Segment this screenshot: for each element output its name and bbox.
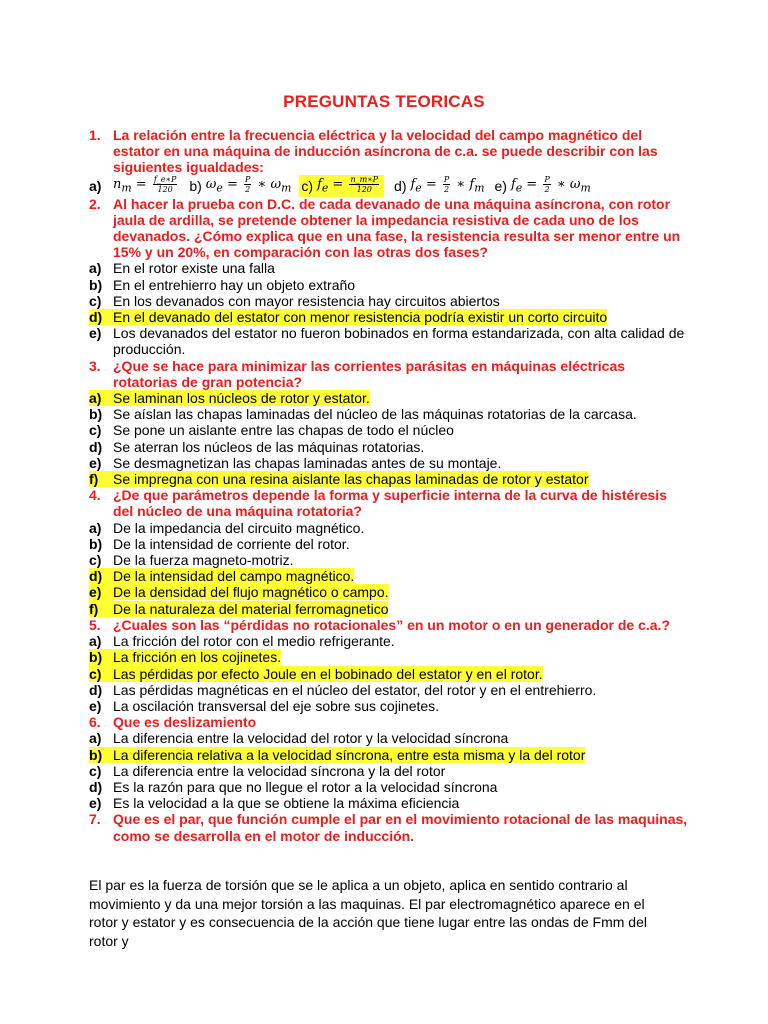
option-letter: e)	[89, 584, 113, 600]
option-letter: c)	[89, 292, 102, 309]
option-letter: d)	[89, 309, 113, 325]
question-number: 6.	[89, 714, 101, 731]
option-text: Se impregna con una resina aislante las chapas laminadas de rotor y estator	[113, 471, 589, 488]
option-letter: a)	[89, 519, 102, 536]
question-number: 3.	[89, 357, 101, 374]
option-letter: f)	[89, 601, 113, 617]
option-letter: b)	[89, 276, 103, 293]
option-text: De la fuerza magneto-motriz.	[113, 552, 294, 569]
question-text: ¿Cuales son las “pérdidas no rotacionales” en un motor o en un generador de c.a.?	[113, 616, 670, 633]
option-item-highlighted	[89, 649, 689, 665]
option-letter: a)	[89, 633, 102, 650]
option-text: Es la velocidad a la que se obtiene la máxima eficiencia	[113, 795, 460, 812]
option-text: La oscilación transversal del eje sobre sus cojinetes.	[113, 697, 440, 714]
option-item-highlighted	[89, 309, 689, 325]
option-text: De la naturaleza del material ferromagnetico	[113, 600, 389, 617]
option-text: Es la razón para que no llegue el rotor a la velocidad síncrona	[113, 778, 498, 795]
question-text: ¿Que se hace para minimizar las corrientes parásitas en máquinas eléctricas rotatorias de gran potencia?	[113, 357, 626, 390]
option-item	[89, 293, 689, 309]
option-letter: c)	[89, 666, 113, 682]
question-number: 1.	[89, 127, 101, 143]
option-text: De la intensidad del campo magnético.	[113, 568, 355, 585]
option-item	[89, 277, 689, 293]
option-item	[89, 633, 689, 649]
option-text: Las pérdidas magnéticas en el núcleo del estator, del rotor y en el entrehierro.	[113, 681, 597, 698]
question-list	[89, 127, 689, 844]
option-letter: e)	[89, 697, 102, 714]
option-text: De la impedancia del circuito magnético.	[113, 519, 365, 536]
option-item-highlighted	[89, 666, 689, 682]
formula-d: $f_e$ = $\frac{P}{2}$ ∗ $f_m$	[410, 174, 485, 195]
option-letter: e)	[89, 795, 102, 812]
question-number: 7.	[89, 811, 101, 828]
option-text: En el entrehierro hay un objeto extraño	[113, 276, 356, 293]
page-title: PREGUNTAS TEORICAS	[283, 92, 485, 111]
option-letter: e)	[89, 325, 102, 342]
option-text: Se laminan los núcleos de rotor y estator.	[113, 390, 370, 407]
option-letter: f)	[89, 471, 113, 487]
option-letter: a)	[89, 390, 113, 406]
question-1	[89, 127, 689, 176]
option-letter: d)	[394, 177, 407, 194]
option-text: La diferencia entre la velocidad síncrona y la del rotor	[113, 762, 446, 779]
formula-c-highlight	[299, 175, 384, 197]
question-text: Que es deslizamiento	[113, 714, 257, 731]
question-text: Al hacer la prueba con D.C. de cada devanado de una máquina asíncrona, con rotor jaula de ardilla, se pretende obtener la impedancia resistiva de cada uno de los devanados. ¿Cómo explica que en una fase, la resistencia resulta ser menor entre un 15% y un 20%, en comparación con las otras dos fases?	[113, 195, 681, 261]
option-text: Se desmagnetizan las chapas laminadas antes de su montaje.	[113, 454, 502, 471]
option-item	[89, 406, 689, 422]
question-text: La relación entre la frecuencia eléctrica y la velocidad del campo magnético del estator en una máquina de inducción asíncrona de c.a. se puede describir con las siguientes igualdades:	[113, 127, 658, 176]
question-text: ¿De que parámetros depende la forma y superficie interna de la curva de histéresis del núcleo de una máquina rotatoria?	[113, 487, 667, 520]
option-item-highlighted	[89, 584, 689, 600]
option-letter: c)	[89, 762, 102, 779]
option-item-highlighted	[89, 390, 689, 406]
option-letter: b)	[89, 406, 103, 423]
option-item	[89, 795, 689, 811]
option-text: Las pérdidas por efecto Joule en el bobinado del estator y en el rotor.	[113, 665, 543, 682]
option-letter: c)	[301, 177, 314, 194]
option-letter: a)	[89, 177, 102, 194]
question-number: 2.	[89, 195, 101, 212]
option-item	[89, 730, 689, 746]
option-item	[89, 455, 689, 471]
option-text: La fricción en los cojinetes.	[113, 649, 282, 666]
option-letter: d)	[89, 568, 113, 584]
option-letter: b)	[89, 649, 113, 665]
question-7	[89, 811, 689, 843]
option-letter: a)	[89, 260, 102, 277]
option-letter: c)	[89, 422, 102, 439]
answer-paragraph: El par es la fuerza de torsión que se le aplica a un objeto, aplica en sentido contrario al movimiento y da una mejor torsión a las maquinas. El par electromagnético aparece en el rotor y estator y es consecuencia de la acción que tiene lugar entre las ondas de Fmm del rotor y	[89, 877, 647, 949]
option-text: Se aterran los núcleos de las máquinas rotatorias.	[113, 438, 425, 455]
option-item	[89, 698, 689, 714]
formula-line	[89, 176, 689, 196]
formula-e: $f_e$ = $\frac{P}{2}$ ∗ $\omega_m$	[510, 174, 591, 195]
option-text: La diferencia entre la velocidad del rotor y la velocidad síncrona	[113, 730, 509, 747]
option-item	[89, 536, 689, 552]
option-item-highlighted	[89, 568, 689, 584]
formula-b: $\omega_e$ = $\frac{P}{2}$ ∗ $\omega_m$	[205, 174, 292, 195]
option-letter: d)	[89, 438, 103, 455]
option-letter: e)	[89, 454, 102, 471]
option-item	[89, 325, 689, 357]
option-letter: d)	[89, 681, 103, 698]
question-4	[89, 487, 689, 519]
option-text: Los devanados del estator no fueron bobinados en forma estandarizada, con alta calidad de producción.	[113, 325, 685, 358]
option-letter: c)	[89, 552, 102, 569]
question-5	[89, 617, 689, 633]
question-number: 5.	[89, 616, 101, 633]
option-item	[89, 260, 689, 276]
question-number: 4.	[89, 487, 101, 504]
option-item	[89, 779, 689, 795]
option-item	[89, 439, 689, 455]
question-3	[89, 358, 689, 390]
option-item	[89, 763, 689, 779]
formula-a: $n_m$ = $\frac{f\_e∗P}{120}$	[113, 174, 177, 195]
option-item	[89, 682, 689, 698]
question-2	[89, 196, 689, 261]
option-letter: a)	[89, 730, 102, 747]
option-letter: b)	[89, 747, 113, 763]
option-text: La fricción del rotor con el medio refrigerante.	[113, 633, 395, 650]
option-item	[89, 520, 689, 536]
option-text: De la densidad del flujo magnético o campo.	[113, 584, 389, 601]
option-item	[89, 552, 689, 568]
option-text: En el rotor existe una falla	[113, 260, 275, 277]
option-text: En los devanados con mayor resistencia hay circuitos abiertos	[113, 292, 500, 309]
option-item-highlighted	[89, 747, 689, 763]
option-item-highlighted	[89, 601, 689, 617]
option-letter: b)	[189, 177, 202, 194]
formula-c: $f_e$ = $\frac{n\_m∗P}{120}$	[317, 174, 379, 195]
option-item-highlighted	[89, 471, 689, 487]
option-item	[89, 422, 689, 438]
option-text: Se pone un aislante entre las chapas de todo el núcleo	[113, 422, 454, 439]
question-text: Que es el par, que función cumple el par en el movimiento rotacional de las maquinas, como se desarrolla en el motor de inducción.	[113, 811, 688, 844]
option-text: Se aíslan las chapas laminadas del núcleo de las máquinas rotatorias de la carcasa.	[113, 406, 637, 423]
question-6	[89, 714, 689, 730]
option-letter: b)	[89, 535, 103, 552]
option-text: La diferencia relativa a la velocidad síncrona, entre esta misma y la del rotor	[113, 746, 586, 763]
option-text: De la intensidad de corriente del rotor.	[113, 535, 350, 552]
option-letter: e)	[494, 177, 507, 194]
option-text: En el devanado del estator con menor resistencia podría existir un corto circuito	[113, 309, 608, 326]
option-letter: d)	[89, 778, 103, 795]
